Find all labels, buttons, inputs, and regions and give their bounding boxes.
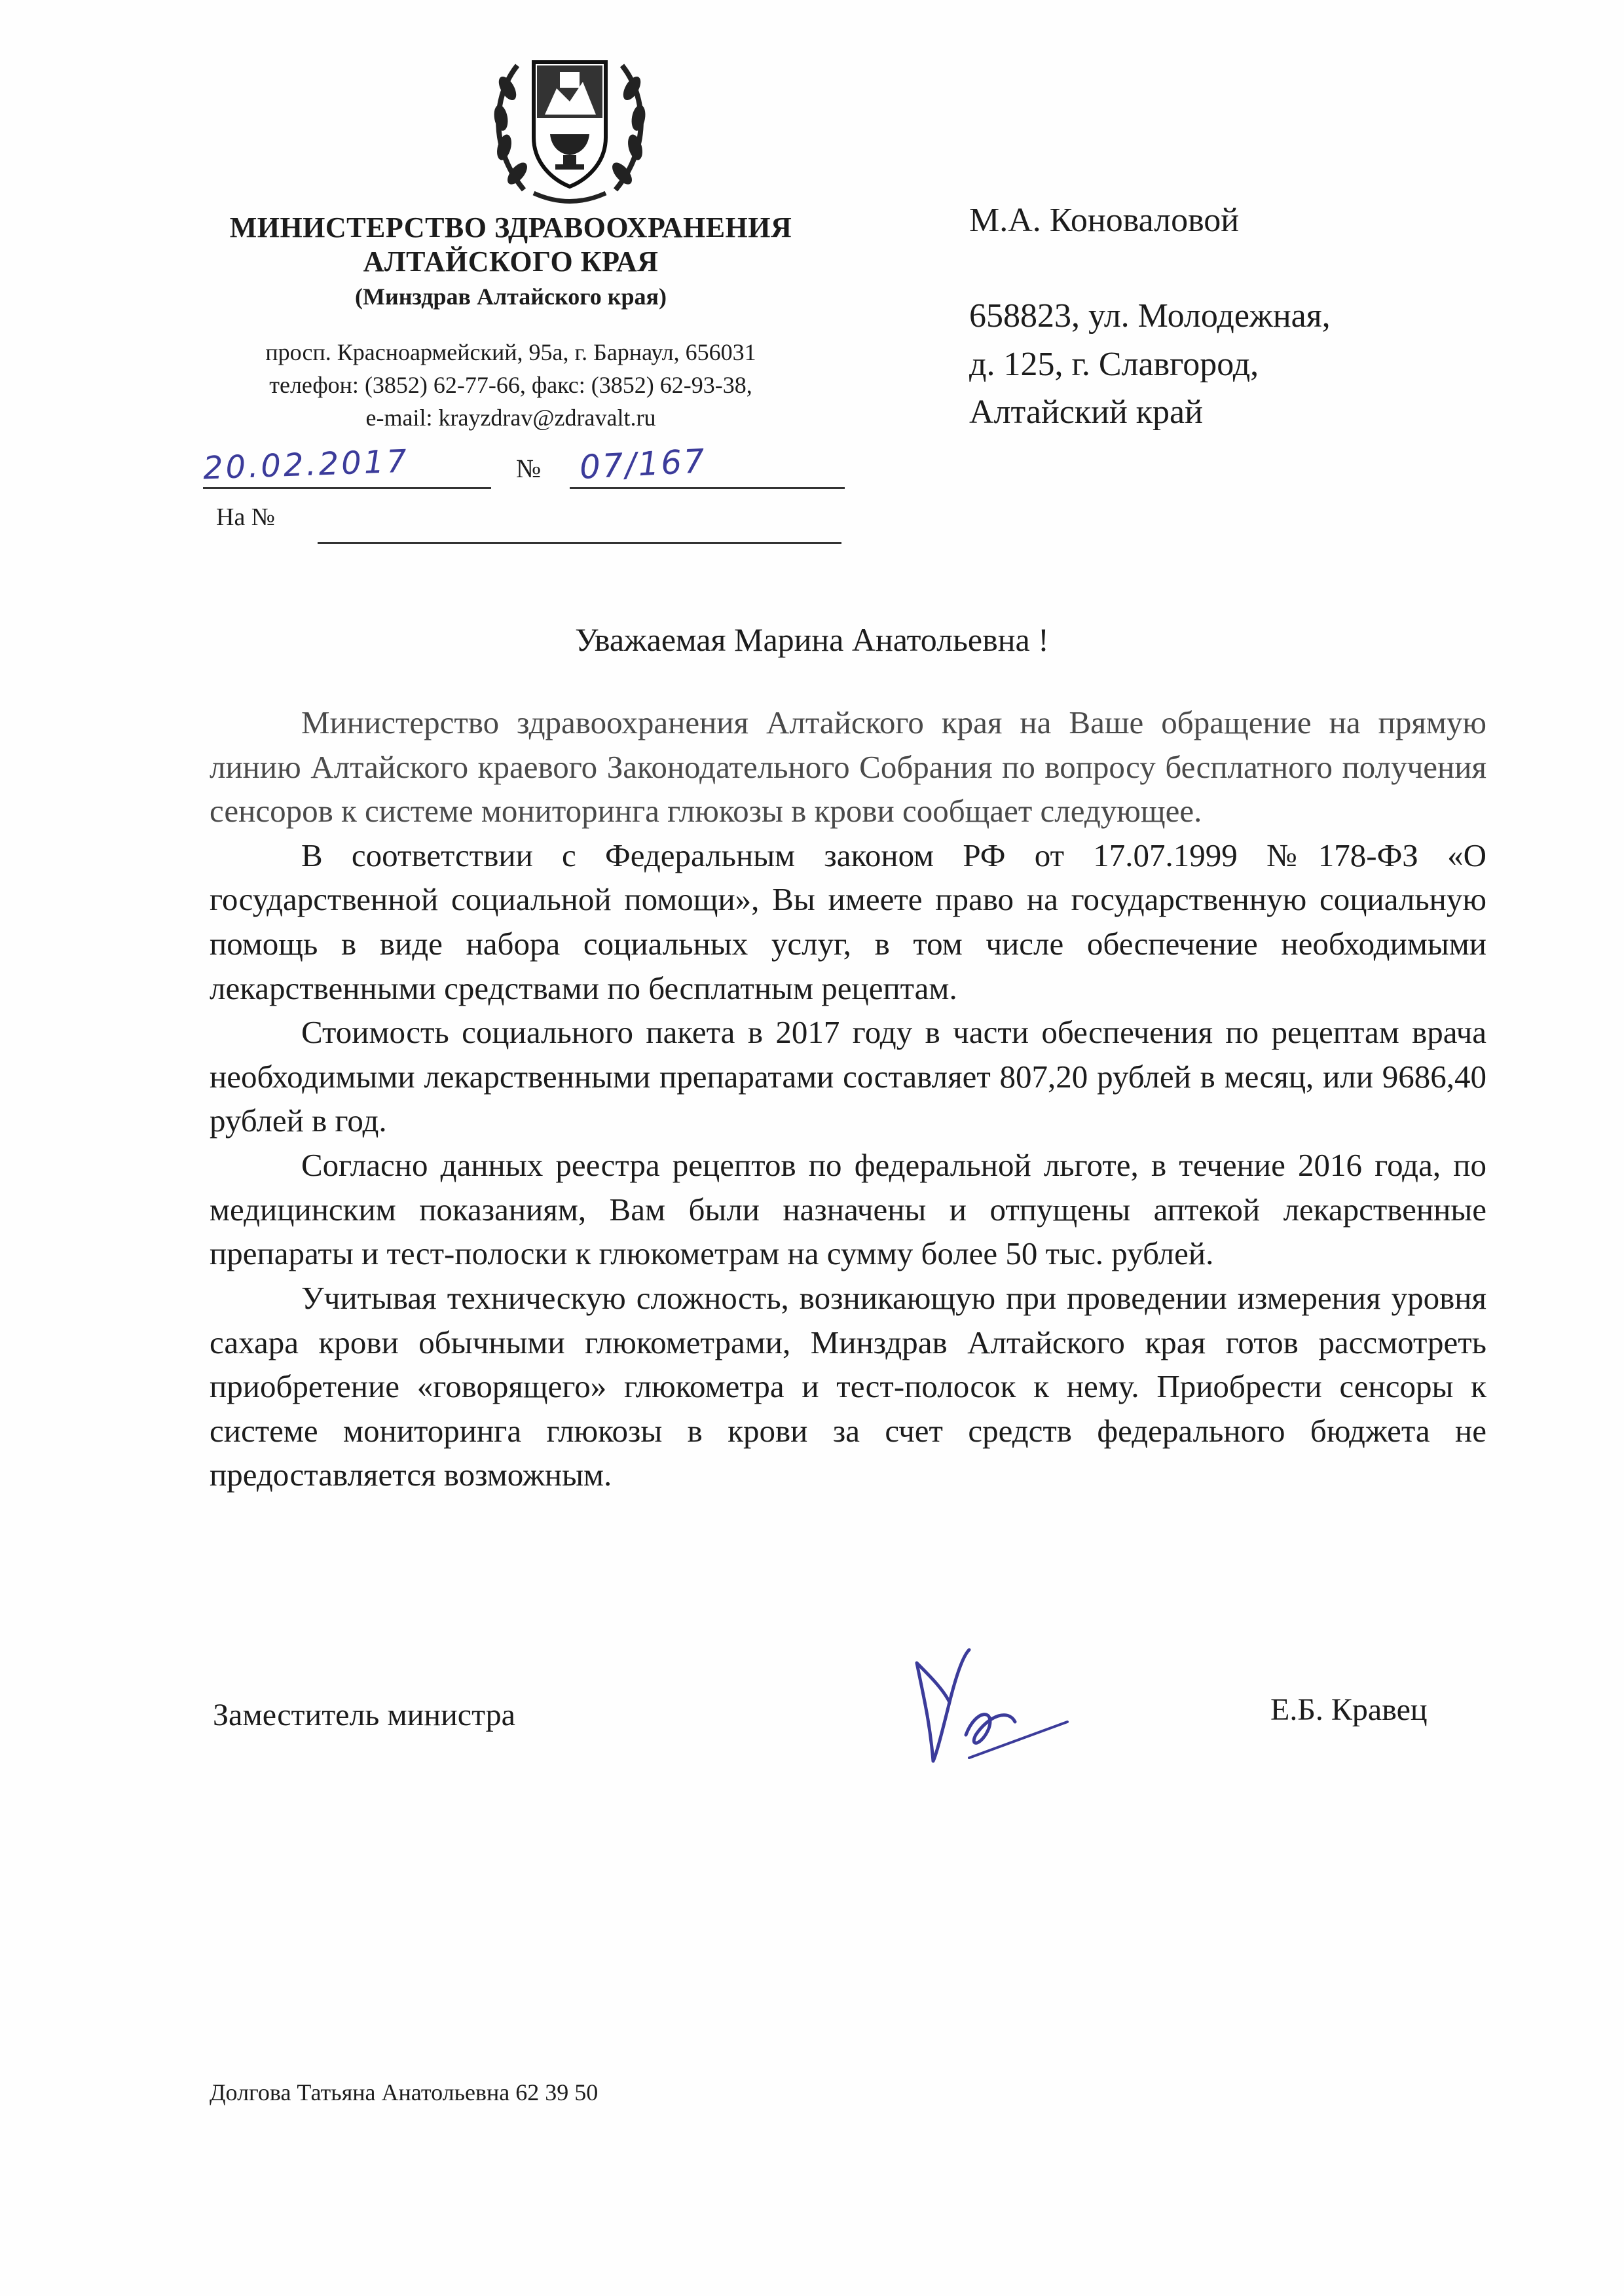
recipient-name: М.А. Коноваловой [969,202,1240,239]
signer-name: Е.Б. Кравец [1270,1692,1428,1727]
handwritten-signature [904,1637,1074,1781]
signer-position: Заместитель министра [213,1698,515,1732]
reply-to-label: На № [216,503,276,531]
handwritten-date: 20.02.2017 [202,443,410,487]
recipient-address-line: Алтайский край [969,393,1203,431]
ministry-name: МИНИСТЕРСТВО ЗДРАВООХРАНЕНИЯ [229,211,792,244]
recipient-block [969,196,1467,437]
executor-line: Долгова Татьяна Анатольевна 62 39 50 [210,2079,599,2105]
coat-of-arms-icon [471,26,668,216]
salutation: Уважаемая Марина Анатольевна ! [575,621,1049,658]
recipient-address-line: д. 125, г. Славгород, [969,345,1259,383]
body-paragraph: В соответствии с Федеральным законом РФ от 17.07.1999 №178-ФЗ «О государственной социальной помощи», Вы имеете право на государственную социальную помощь в виде набора социальных услуг, в том числе обеспечение необходимыми лекарственными средствами по бесплатным рецептам. [210,837,1486,1006]
address-line: просп. Красноармейский, 95а, г. Барнаул, 656031 [265,339,756,366]
registration-line [196,441,851,498]
date-underline [203,487,491,489]
ministry-region: АЛТАЙСКОГО КРАЯ [363,245,659,278]
ministry-address [190,337,832,434]
email-line: e-mail: krayzdrav@zdravalt.ru [365,404,656,431]
handwritten-number: 07/167 [578,441,708,487]
body-paragraph: Министерство здравоохранения Алтайского края на Ваше обращение на прямую линию Алтайского краевого Законодательного Собрания по вопросу бесплатного получения сенсоров к системе мониторинга глюкозы в крови сообщает следующее. [210,704,1486,829]
ministry-header [190,211,832,434]
reply-to-underline [318,542,841,544]
letter-body [210,701,1486,1497]
phone-line: телефон: (3852) 62-77-66, факс: (3852) 62-93-38, [269,371,752,398]
number-sign: № [516,454,542,483]
ministry-short-name: (Минздрав Алтайского края) [355,283,667,310]
body-paragraph: Учитывая техническую сложность, возникающую при проведении измерения уровня сахара крови обычными глюкометрами, Минздрав Алтайского края готов рассмотреть приобретение «говорящего» глюкометра и тест-полосок к нему. Приобрести сенсоры к системе мониторинга глюкозы в крови за счет средств федерального бюджета не предоставляется возможным. [210,1279,1486,1493]
recipient-address-line: 658823, ул. Молодежная, [969,297,1331,335]
body-paragraph: Согласно данных реестра рецептов по федеральной льготе, в течение 2016 года, по медицинским показаниям, Вам были назначены и отпущены аптекой лекарственные препараты и тест-полоски к глюкометрам на сумму более 50 тыс. рублей. [210,1147,1486,1272]
number-underline [570,487,845,489]
body-paragraph: Стоимость социального пакета в 2017 году в части обеспечения по рецептам врача необходимыми лекарственными препаратами составляет 807,20 рублей в месяц, или 9686,40 рублей в год. [210,1014,1486,1139]
